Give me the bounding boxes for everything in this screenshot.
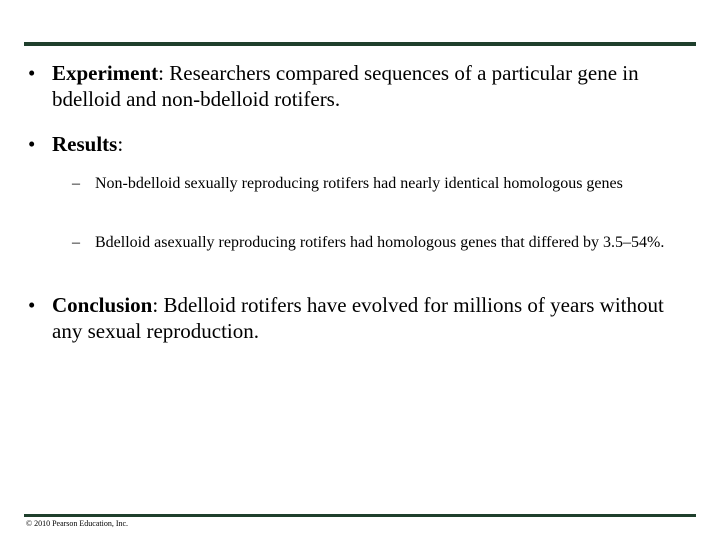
copyright-footer: © 2010 Pearson Education, Inc. <box>26 519 129 528</box>
bullet-icon: • <box>28 293 36 317</box>
bullet-icon: • <box>28 61 36 85</box>
results-term: Results <box>52 132 118 156</box>
experiment-term: Experiment <box>52 61 159 85</box>
results-subitem: Bdelloid asexually reproducing rotifers had homologous genes that differed by 3.5–54%. <box>95 234 665 251</box>
conclusion-text: : Bdelloid rotifers have evolved for millions of years without any sexual reproduction. <box>52 293 664 343</box>
results-subitem: Non-bdelloid sexually reproducing rotifers had nearly identical homologous genes <box>95 175 623 192</box>
results-item <box>52 131 692 157</box>
dash-icon: – <box>72 234 80 251</box>
results-text: : <box>117 132 124 156</box>
experiment-text: : Researchers compared sequences of a particular gene in bdelloid and non-bdelloid rotifers. <box>52 61 639 111</box>
experiment-item <box>52 60 692 112</box>
conclusion-item <box>52 292 692 344</box>
top-rule <box>24 42 696 46</box>
bullet-icon: • <box>28 132 36 156</box>
dash-icon: – <box>72 175 80 192</box>
bottom-rule <box>24 514 696 517</box>
conclusion-term: Conclusion <box>52 293 153 317</box>
